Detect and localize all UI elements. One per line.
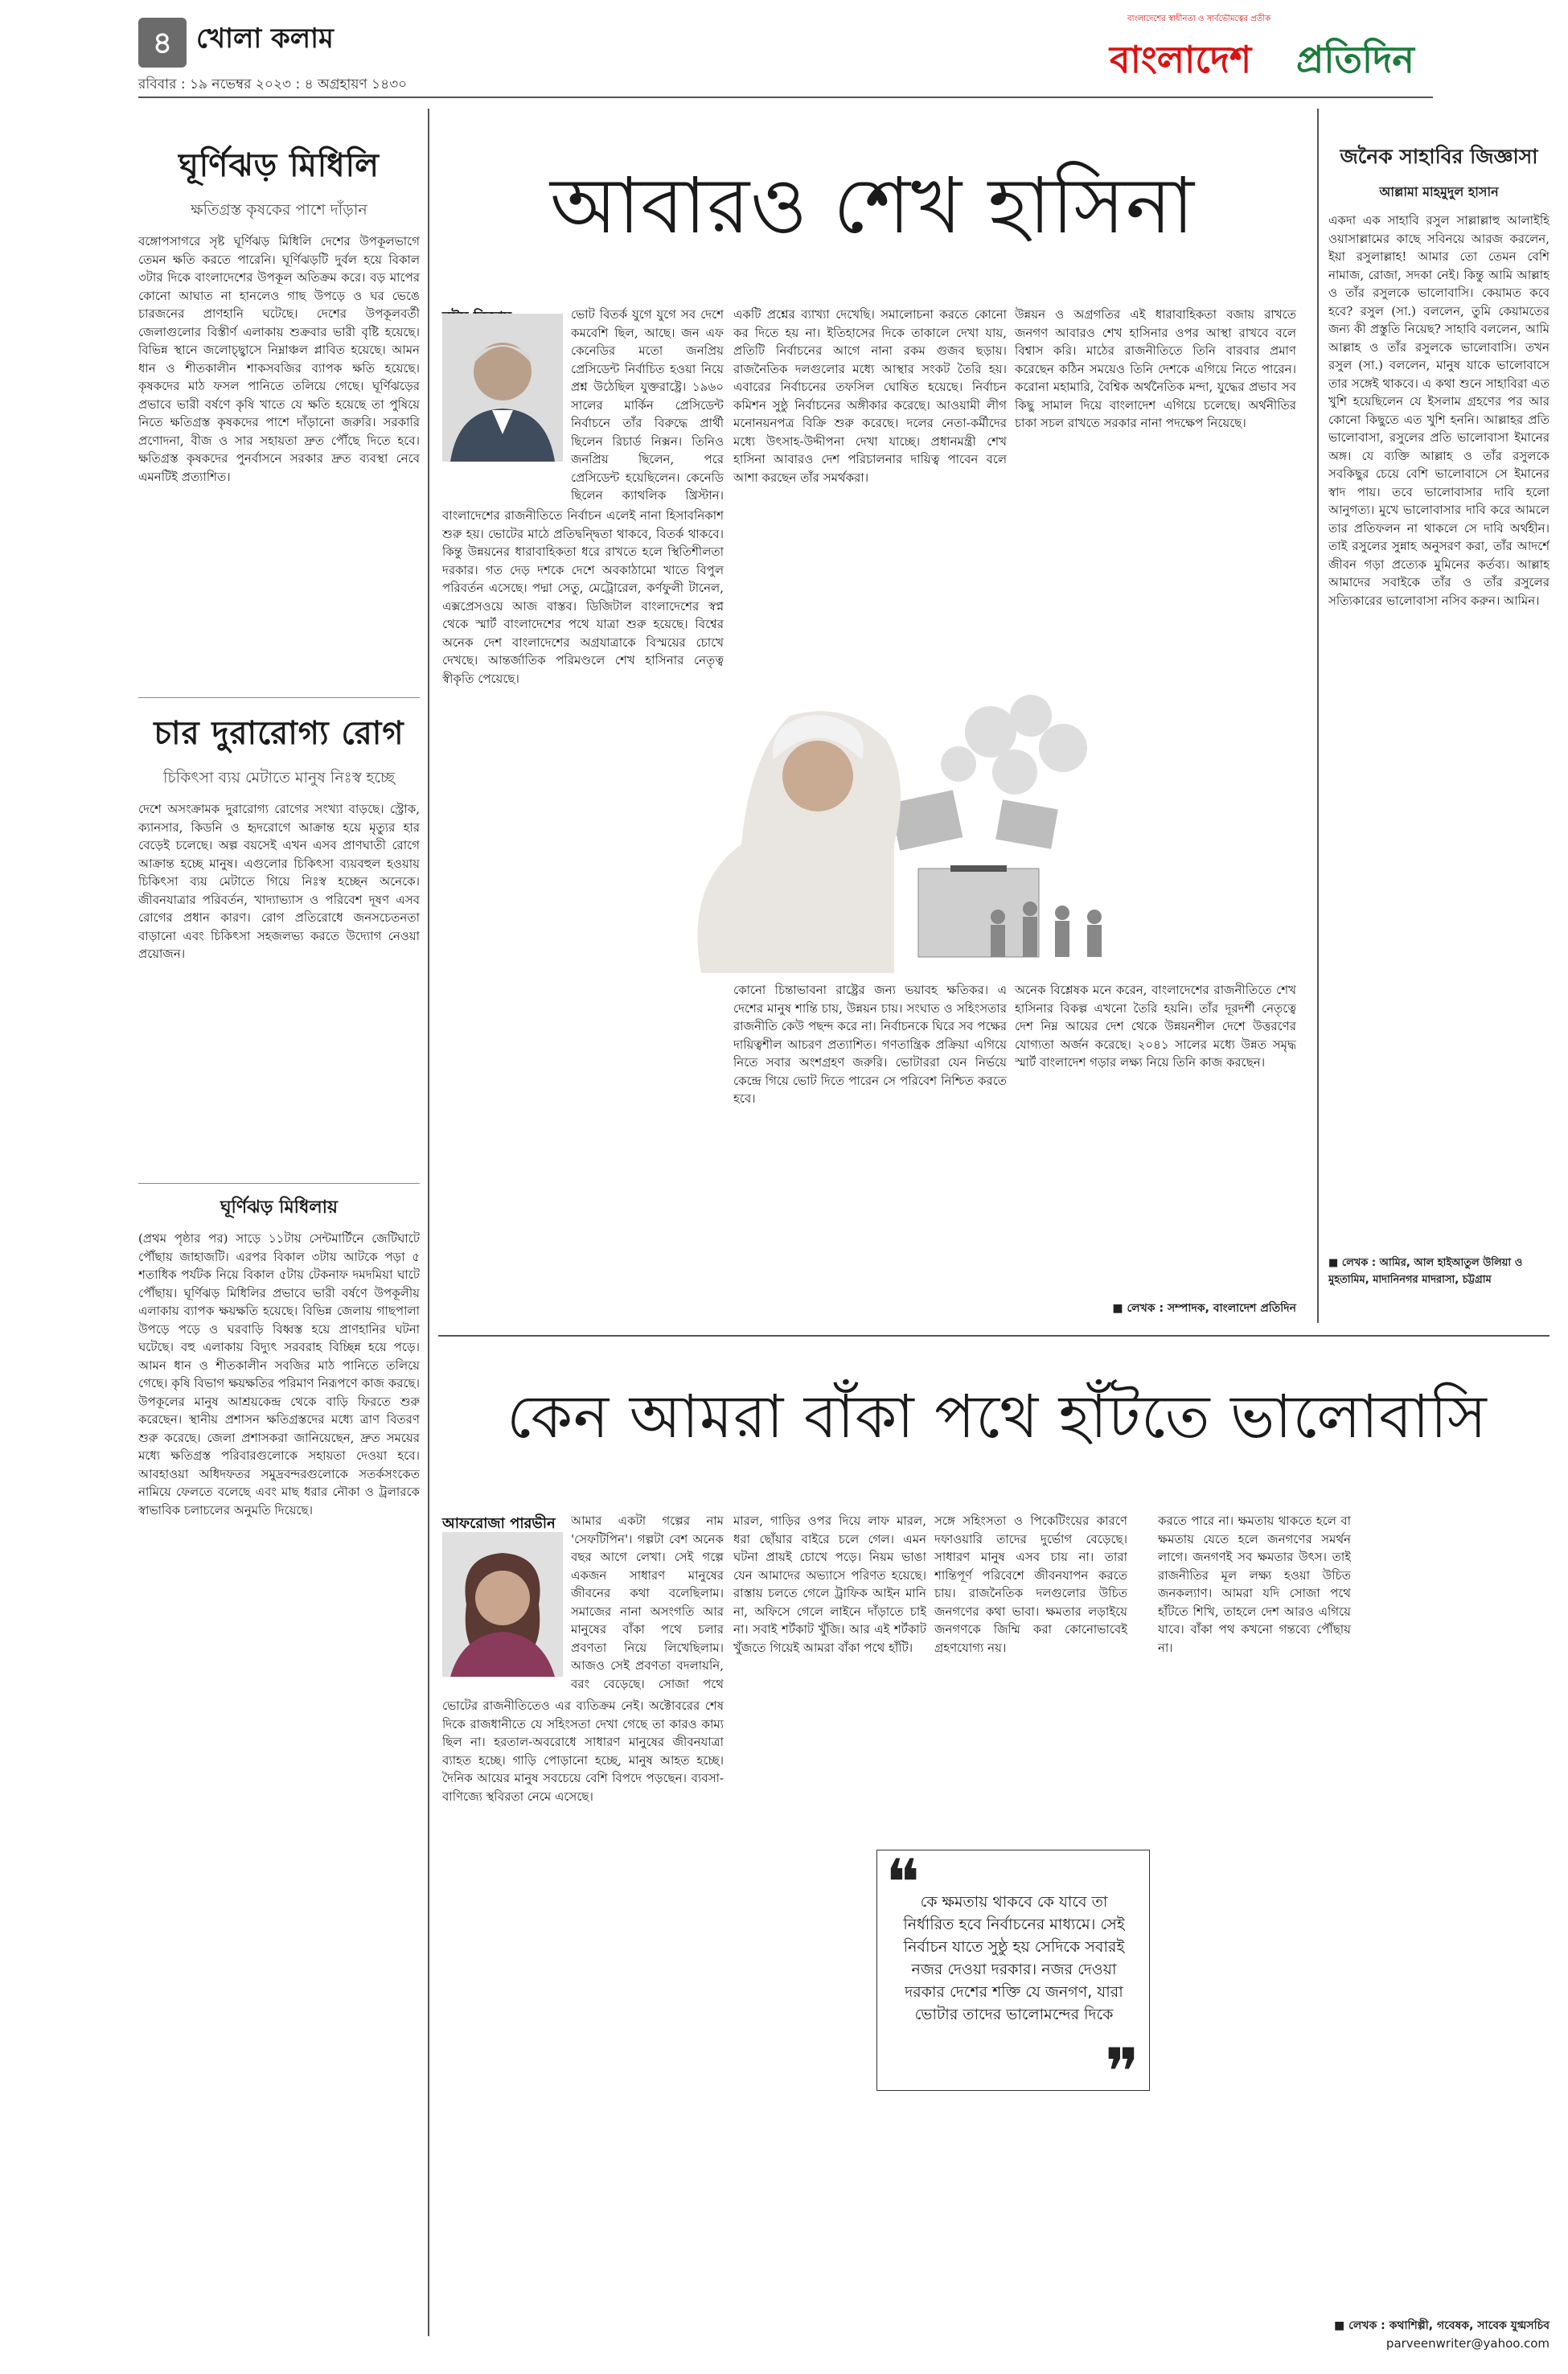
column-rule [1317, 109, 1319, 1323]
quote-close-mark: ❞ [1104, 2035, 1139, 2109]
masthead-logo[interactable] [1110, 11, 1431, 92]
right-column-body: একদা এক সাহাবি রসুল সাল্লাল্লাহু আলাইহি ওয়াসাল্লামের কাছে সবিনয়ে আরজ করলেন, ইয়া রসুলাল্লাহ! আমার তো তেমন বেশি নামাজ, রোজা, সদকা নেই। কিন্তু আমি আল্লাহ ও তাঁর রসুলকে ভালোবাসি। কেয়ামত কবে হবে? রসুল (সা.) বললেন, তুমি কেয়ামতের জন্য কী প্রস্তুতি নিয়েছ? সাহাবি বললেন, আমি আল্লাহ ও তাঁর রসুলকে ভালোবাসি। তখন রসুল (সা.) বললেন, মানুষ যাকে ভালোবাসে তার সঙ্গেই থাকবে। এ কথা শুনে সাহাবিরা এত খুশি হয়েছিলেন যে ইসলাম গ্রহণের পর আর কোনো কিছুতে এত খুশি হননি। আল্লাহর প্রতি ভালোবাসা, রসুলের প্রতি ভালোবাসা ইমানের অঙ্গ। যে ব্যক্তি আল্লাহ ও তাঁর রসুলকে সবকিছুর চেয়ে বেশি ভালোবাসে সে ইমানের স্বাদ পায়। তবে ভালোবাসার দাবি হলো আনুগত্য। মুখে ভালোবাসার দাবি করে আমলে তার প্রতিফলন না থাকলে সে দাবি অর্থহীন। তাই রসুলের সুন্নাহ অনুসরণ করা, তাঁর আদর্শে জীবন গড়া প্রত্যেক মুমিনের কর্তব্য। আল্লাহ আমাদের সবাইকে তাঁর ও তাঁর রসুলের সত্যিকারের ভালোবাসা নসিব করুন। আমিন। [1328, 213, 1550, 608]
story2-subtitle: চিকিৎসা ব্যয় মেটাতে মানুষ নিঃস্ব হচ্ছে [162, 769, 396, 787]
issue-date: রবিবার : ১৯ নভেম্বর ২০২৩ : ৪ অগ্রহায়ণ ১৪৩০ [138, 76, 408, 92]
right-column-author: আল্লামা মাহমুদুল হাসান [1379, 184, 1499, 199]
main-article-body-2: বাংলাদেশের রাজনীতিতে নির্বাচন এলেই নানা হিসাবনিকাশ শুরু হয়। ভোটের মাঠে প্রতিদ্বন্দ্বিতা থাকবে, বিতর্ক থাকবে। কিন্তু উন্নয়নের ধারাবাহিকতা ধরে রাখতে হলে স্থিতিশীলতা দরকার। গত দেড় দশকে দেশে অবকাঠামো খাতে বিপুল পরিবর্তন এসেছে। পদ্মা সেতু, মেট্রোরেল, কর্ণফুলী টানেল, এক্সপ্রেসওয়ে আজ বাস্তব। ডিজিটাল বাংলাদেশের স্বপ্ন থেকে স্মার্ট বাংলাদেশের পথে যাত্রা শুরু হয়েছে। বিশ্বের অনেক দেশ বাংলাদেশের অগ্রযাত্রাকে বিস্ময়ের চোখে দেখছে। আন্তর্জাতিক পরিমণ্ডলে শেখ হাসিনার নেতৃত্ব স্বীকৃতি পেয়েছে। [442, 508, 724, 686]
story1-title: ঘূর্ণিঝড় মিধিলি [179, 146, 380, 184]
main-article-title[interactable]: আবারও শেখ হাসিনা [550, 161, 1195, 251]
main-article-body-4: উন্নয়ন ও অগ্রগতির এই ধারাবাহিকতা বজায় রাখতে জনগণ আবারও শেখ হাসিনার ওপর আস্থা রাখবে বলে বিশ্বাস করি। মাঠের রাজনীতিতে তিনি বারবার প্রমাণ করেছেন কঠিন সময়েও তিনি দেশকে এগিয়ে নিতে পারেন। করোনা মহামারি, বৈশ্বিক অর্থনৈতিক মন্দা, যুদ্ধের প্রভাব সব কিছু সামাল দিয়ে বাংলাদেশ এগিয়ে চলেছে। অর্থনীতির চাকা সচল রাখতে সরকার নানা পদক্ষেপ নিয়েছে। [1015, 307, 1296, 430]
bottom-article-body-4: সঙ্গে সহিংসতা ও পিকেটিংয়ের কারণে দফাওয়ারি তাদের দুর্ভোগ বেড়েছে। সাধারণ মানুষ এসব চায় না। তারা শান্তিপূর্ণ পরিবেশে জীবনযাপন করতে চায়। রাজনৈতিক দলগুলোর উচিত জনগণের কথা ভাবা। ক্ষমতার লড়াইয়ে জনগণকে জিম্মি করা কোনোভাবেই গ্রহণযোগ্য নয়। [934, 1514, 1127, 1655]
main-article-body-1: ভোট বিতর্ক যুগে যুগে সব দেশে কমবেশি ছিল, আছে। জন এফ কেনেডির মতো জনপ্রিয় প্রেসিডেন্ট নির্বাচিত হওয়া নিয়ে প্রশ্ন উঠেছিল যুক্তরাষ্ট্রে। ১৯৬০ সালের মার্কিন প্রেসিডেন্ট নির্বাচনে তাঁর বিরুদ্ধে প্রার্থী ছিলেন রিচার্ড নিক্সন। তিনিও জনপ্রিয় ছিলেন, পরে প্রেসিডেন্ট হয়েছিলেন। কেনেডি ছিলেন ক্যাথলিক খ্রিস্টান। [571, 307, 724, 503]
quote-open-mark: ❝ [885, 1846, 921, 1920]
author-portrait-icon [442, 314, 563, 462]
author-email[interactable]: parveenwriter@yahoo.com [1385, 2336, 1550, 2351]
pull-quote-text: কে ক্ষমতায় থাকবে কে যাবে তা নির্ধারিত হবে নির্বাচনের মাধ্যমে। সেই নির্বাচন যাতে সুষ্ঠু হয় সেদিকে সবারই নজর দেওয়া দরকার। নজর দেওয়া দরকার দেশের শক্তি যে জনগণ, যারা ভোটার তাদের ভালোমন্দের দিকে [903, 1893, 1125, 2023]
bottom-article-body-1: আমার একটা গল্পের নাম 'সেফটিপিন'। গল্পটা বেশ অনেক বছর আগে লেখা। সেই গল্পে একজন সাধারণ মানুষের জীবনের কথা বলেছিলাম। সমাজের নানা অসংগতি আর মানুষের বাঁকা পথে চলার প্রবণতা নিয়ে লিখেছিলাম। আজও সেই প্রবণতা বদলায়নি, বরং বেড়েছে। সোজা পথে [571, 1514, 724, 1691]
bottom-article-author: আফরোজা পারভীন [442, 1515, 556, 1532]
right-column-title: জনৈক সাহাবির জিজ্ঞাসা [1340, 145, 1538, 168]
main-article-body-6: অনেক বিশ্লেষক মনে করেন, বাংলাদেশের রাজনীতিতে শেখ হাসিনার বিকল্প এখনো তৈরি হয়নি। তাঁর দূরদর্শী নেতৃত্বে দেশ নিম্ন আয়ের দেশ থেকে উন্নয়নশীল দেশে উত্তরণের যোগ্যতা অর্জন করেছে। ২০৪১ সালের মধ্যে উন্নত সমৃদ্ধ স্মার্ট বাংলাদেশ গড়ার লক্ষ্য নিয়ে তিনি কাজ করছেন। [1015, 983, 1296, 1070]
bottom-article-body-2: ভোটের রাজনীতিতেও এর ব্যতিক্রম নেই। অক্টোবরের শেষ দিকে রাজধানীতে যে সহিংসতা দেখা গেছে তা কারও কাম্য ছিল না। হরতাল-অবরোধে সাধারণ মানুষের জীবনযাত্রা ব্যাহত হচ্ছে। গাড়ি পোড়ানো হচ্ছে, মানুষ আহত হচ্ছে। দৈনিক আয়ের মানুষ সবচেয়ে বেশি বিপদে পড়ছেন। ব্যবসা-বাণিজ্যে স্থবিরতা নেমে এসেছে। [442, 1698, 724, 1804]
column-rule [428, 109, 429, 2336]
bottom-article-body-5: করতে পারে না। ক্ষমতায় থাকতে হলে বা ক্ষমতায় যেতে হলে জনগণের সমর্থন লাগে। জনগণই সব ক্ষমতার উৎস। তাই রাজনীতির মূল লক্ষ্য হওয়া উচিত জনকল্যাণ। আমরা যদি সোজা পথে হাঁটতে শিখি, তাহলে দেশ আরও এগিয়ে যাবে। বাঁকা পথ কখনো গন্তব্যে পৌঁছায় না। [1158, 1514, 1351, 1655]
author-portrait-icon [442, 1532, 563, 1677]
story1-body: বঙ্গোপসাগরে সৃষ্ট ঘূর্ণিঝড় মিধিলি দেশের উপকূলভাগে তেমন ক্ষতি করতে পারেনি। ঘূর্ণিঝড়টি দুর্বল হয়ে বিকাল ৩টার দিকে বাংলাদেশের উপকূল অতিক্রম করে। বড় মাপের কোনো আঘাত না হানলেও গাছ উপড়ে ও ঘর ভেঙে চারজনের প্রাণহানি ঘটেছে। দেশের উপকূলবর্তী জেলাগুলোর বিস্তীর্ণ এলাকায় শুক্রবার ভারী বৃষ্টি হয়েছে। বিভিন্ন স্থানে জলোচ্ছ্বাসে নিম্নাঞ্চল প্লাবিত হয়েছে। আমন ধান ও শীতকালীন শাকসবজির ব্যাপক ক্ষতি হয়েছে। কৃষকদের মাঠ ফসল পানিতে তলিয়ে গেছে। ঘূর্ণিঝড়ের প্রভাবে ভারী বর্ষণে কৃষি খাতে যে ক্ষতি হয়েছে তা পুষিয়ে নিতে ক্ষতিগ্রস্ত কৃষকদের পাশে দাঁড়ানো জরুরি। সরকারি প্রণোদনা, বীজ ও সার সহায়তা দ্রুত পৌঁছে দিতে হবে। ক্ষতিগ্রস্ত কৃষকদের পুনর্বাসনে সরকার দ্রুত ব্যবস্থা নেবে এমনটিই প্রত্যাশিত। [138, 234, 420, 484]
masthead-right: প্রতিদিন [1296, 38, 1414, 81]
story1-subtitle: ক্ষতিগ্রস্ত কৃষকের পাশে দাঁড়ান [191, 201, 367, 219]
bottom-article-body-6 [1359, 1512, 1550, 2316]
section-divider [438, 1335, 1550, 1337]
main-article-body-3: একটি প্রশ্নের ব্যাখ্যা দেখেছি। সমালোচনা করতে কোনো কর দিতে হয় না। ইতিহাসের দিকে তাকালে দেখা যায়, প্রতিটি নির্বাচনের আগে নানা রকম গুজব ছড়ায়। রাজনৈতিক দলগুলোর মধ্যে আস্থার সংকট তৈরি হয়। এবারের নির্বাচনের তফসিল ঘোষিত হয়েছে। নির্বাচন কমিশন সুষ্ঠু নির্বাচনের অঙ্গীকার করেছে। আওয়ামী লীগ মনোনয়নপত্র বিক্রি শুরু করেছে। দলের নেতা-কর্মীদের মধ্যে উৎসাহ-উদ্দীপনা দেখা যাচ্ছে। প্রধানমন্ত্রী শেখ হাসিনা আবারও দেশ পরিচালনার দায়িত্ব পাবেন বলে আশা করছেন তাঁর সমর্থকরা। [733, 307, 1007, 485]
ballot-box-illustration-icon [653, 684, 1135, 973]
main-article-illustration [653, 684, 1135, 973]
islamic-column [1328, 141, 1550, 1315]
page-number-badge: ৪ [138, 18, 187, 68]
author-photo [442, 314, 563, 462]
story3-body: (প্রথম পৃষ্ঠার পর) সাড়ে ১১টায় সেন্টমার্টিনে জেটিঘাটে পৌঁছায় জাহাজটি। এরপর বিকাল ৩টায় আটকে পড়া ৫ শতাধিক পর্যটক নিয়ে বিকাল ৫টায় টেকনাফ দমদমিয়া ঘাটে পৌঁছায়। ঘূর্ণিঝড় মিধিলির প্রভাবে ভারী বর্ষণে উপকূলীয় এলাকায় ব্যাপক ক্ষয়ক্ষতি হয়েছে। বিভিন্ন জেলায় গাছপালা উপড়ে পড়ে ও ঘরবাড়ি বিধ্বস্ত হয়ে প্রাণহানির ঘটনা ঘটেছে। বহু এলাকায় বিদ্যুৎ সরবরাহ বিচ্ছিন্ন হয়ে পড়ে। আমন ধান ও শীতকালীন সবজির মাঠ পানিতে তলিয়ে গেছে। কৃষি বিভাগ ক্ষয়ক্ষতির পরিমাণ নিরূপণে কাজ করছে। উপকূলের মানুষ আশ্রয়কেন্দ্র থেকে বাড়ি ফিরতে শুরু করেছেন। স্থানীয় প্রশাসন ক্ষতিগ্রস্তদের মধ্যে ত্রাণ বিতরণ শুরু করেছে। জেলা প্রশাসকরা জানিয়েছেন, দ্রুত সময়ের মধ্যে ক্ষতিগ্রস্ত পরিবারগুলোকে সহায়তা দেওয়া হবে। আবহাওয়া অধিদফতর সমুদ্রবন্দরগুলোকে সতর্কসংকেত নামিয়ে ফেলতে বলেছে এবং মাছ ধরার নৌকা ও ট্রলারকে স্বাভাবিক চলাচলের অনুমতি দিয়েছে। [138, 1231, 420, 1518]
masthead-tagline: বাংলাদেশের স্বাধীনতা ও সার্বভৌমত্বের প্রতীক [1127, 14, 1271, 23]
divider [138, 1183, 420, 1184]
masthead-left: বাংলাদেশ [1110, 38, 1252, 81]
section-title: খোলা কলাম [196, 23, 334, 55]
editorial-left-column [138, 113, 420, 2332]
header-rule [138, 97, 1433, 98]
divider [138, 697, 420, 698]
bottom-article-body-3: মারল, গাড়ির ওপর দিয়ে লাফ মারল, ধরা ছোঁয়ার বাইরে চলে গেল। এমন ঘটনা প্রায়ই চোখে পড়ে। নিয়ম ভাঙা যেন আমাদের অভ্যাসে পরিণত হয়েছে। রাস্তায় চলতে গেলে ট্রাফিক আইন মানি না, অফিসে গেলে লাইনে দাঁড়াতে চাই না। সবাই শর্টকাট খুঁজি। আর এই শর্টকাট খুঁজতে গিয়েই আমরা বাঁকা পথে হাঁটি। [733, 1514, 926, 1655]
bottom-article-footer: ■ লেখক : কথাশিল্পী, গবেষক, সাবেক যুগ্মসচিব [1334, 2319, 1550, 2332]
story3-title: ঘূর্ণিঝড় মিধিলায় [220, 1197, 339, 1218]
story2-body: দেশে অসংক্রামক দুরারোগ্য রোগের সংখ্যা বাড়ছে। স্ট্রোক, ক্যানসার, কিডনি ও হৃদরোগে আক্রান্ত হয়ে মৃত্যুর হার বেড়েই চলেছে। অল্প বয়সেই এখন এসব প্রাণঘাতী রোগে আক্রান্ত হচ্ছে মানুষ। এগুলোর চিকিৎসা ব্যয়বহুল হওয়ায় চিকিৎসা ব্যয় মেটাতে গিয়ে নিঃস্ব হচ্ছেন অনেকে। জীবনযাত্রার পরিবর্তন, খাদ্যাভ্যাস ও পরিবেশ দূষণ এসব রোগের প্রধান কারণ। রোগ প্রতিরোধে জনসচেতনতা বাড়ানো এবং চিকিৎসা সহজলভ্য করতে উদ্যোগ নেওয়া প্রয়োজন। [138, 802, 420, 961]
main-article-body-5: কোনো চিন্তাভাবনা রাষ্ট্রের জন্য ভয়াবহ ক্ষতিকর। এ দেশের মানুষ শান্তি চায়, উন্নয়ন চায়। সংঘাত ও সহিংসতার রাজনীতি কেউ পছন্দ করে না। নির্বাচনকে ঘিরে সব পক্ষের দায়িত্বশীল আচরণ প্রত্যাশিত। গণতান্ত্রিক প্রক্রিয়া এগিয়ে নিতে সবার অংশগ্রহণ জরুরি। ভোটাররা যেন নির্ভয়ে কেন্দ্রে গিয়ে ভোট দিতে পারেন সে পরিবেশ নিশ্চিত করতে হবে। [733, 983, 1007, 1106]
pull-quote [876, 1846, 1150, 2109]
story2-title: চার দুরারোগ্য রোগ [154, 714, 404, 752]
author-photo [442, 1532, 563, 1677]
right-column-footer: ■ লেখক : আমির, আল হাইআতুল উলিয়া ও মুহতামিম, মাদানিনগর মাদরাসা, চট্টগ্রাম [1328, 1257, 1523, 1286]
bottom-article-title[interactable]: কেন আমরা বাঁকা পথে হাঁটতে ভালোবাসি [507, 1382, 1488, 1452]
main-article-footer: ■ লেখক : সম্পাদক, বাংলাদেশ প্রতিদিন [1112, 1302, 1296, 1315]
